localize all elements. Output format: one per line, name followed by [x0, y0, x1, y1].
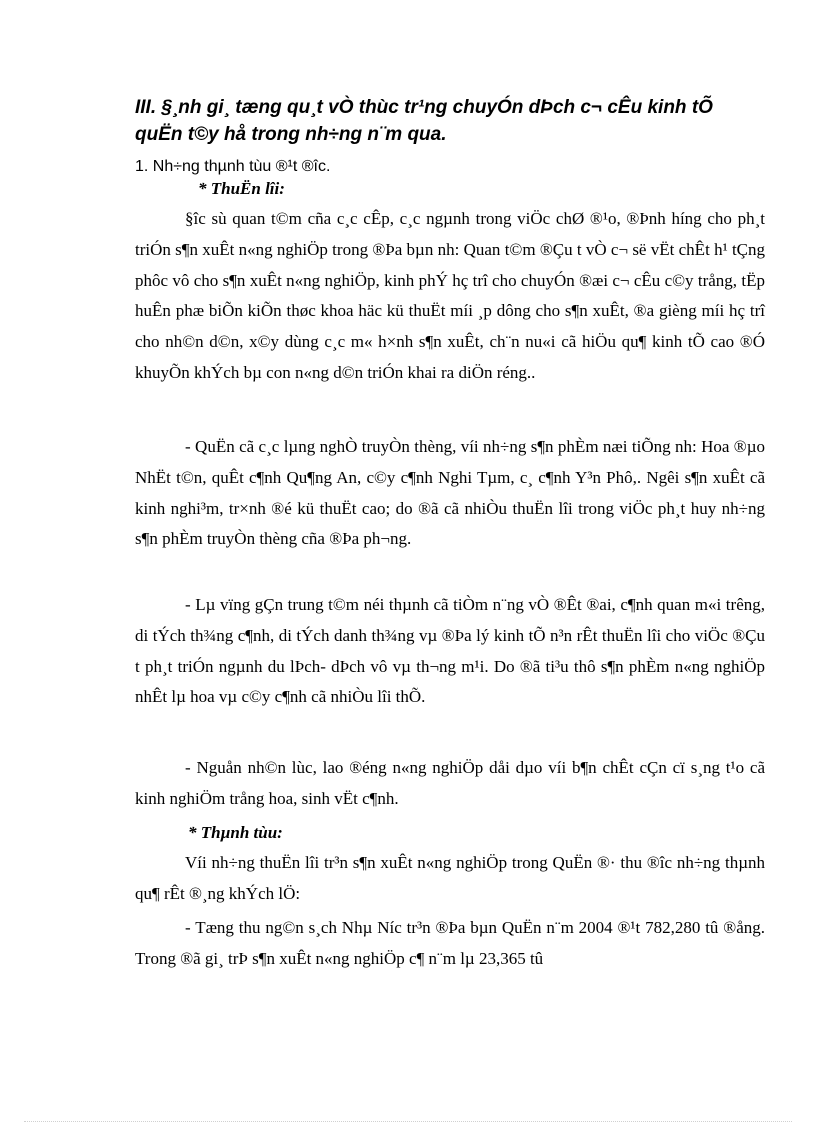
subsection-title: 1. Nh÷ng thµnh tùu ®¹t ®îc. [135, 158, 331, 175]
advantages-label: * ThuËn lîi: [198, 179, 285, 198]
page-bottom-divider [24, 1121, 792, 1122]
paragraph-budget: - Tæng thu ng©n s¸ch Nhµ Níc tr³n ®Þa bµn QuËn n¨m 2004 ®¹t 782,280 tû ®ång. Trong ®ã gi¸ trÞ s¶n xuÊt n«ng nghiÖp c¶ n¨m lµ 23,365 tû [135, 918, 765, 968]
achievements-label: * Thµnh tùu: [188, 823, 283, 842]
paragraph-achievements-intro: Víi nh÷ng thuËn lîi tr³n s¶n xuÊt n«ng nghiÖp trong QuËn ®· thu ®îc nh÷ng thµnh qu¶ rÊt ®¸ng khÝch lÖ: [135, 853, 765, 903]
section-heading: III. §¸nh gi¸ tæng qu¸t vÒ thùc tr¹ng chuyÓn dÞch c¬ cÊu kinh tÕ quËn t©y hå trong nh÷ng n¨m qua. [135, 97, 713, 145]
paragraph-location: - Lµ vïng gÇn trung t©m néi thµnh cã tiÒm n¨ng vÒ ®Êt ®ai, c¶nh quan m«i trêng, di tÝch th¾ng c¶nh, di tÝch danh th¾ng vµ ®Þa lý kinh tÕ n³n rÊt thuËn lîi cho viÖc ®Çu t ph¸t triÓn ngµnh du lÞch- dÞch vô vµ th¬ng m¹i. Do ®ã ti³u thô s¶n phÈm n«ng nghiÖp nhÊt lµ hoa vµ c©y c¶nh cã nhiÒu lîi thÕ. [135, 595, 765, 707]
paragraph-craft-villages: - QuËn cã c¸c lµng nghÒ truyÒn thèng, víi nh÷ng s¶n phÈm næi tiÕng nh: Hoa ®µo NhËt t©n, quÊt c¶nh Qu¶ng An, c©y c¶nh Nghi Tµm, c¸ c¶nh Y³n Phô,. Ngêi s¶n xuÊt cã kinh nghi³m, tr×nh ®é kü thuËt cao; do ®ã cã nhiÒu thuËn lîi trong viÖc ph¸t huy nh÷ng s¶n phÈm truyÒn thèng cña ®Þa ph¬ng. [135, 437, 765, 549]
paragraph-advantages-intro: §îc sù quan t©m cña c¸c cÊp, c¸c ngµnh trong viÖc chØ ®¹o, ®Þnh híng cho ph¸t triÓn s¶n xuÊt n«ng nghiÖp trong ®Þa bµn nh: Quan t©m ®Çu t vÒ c¬ së vËt chÊt h¹ tÇng phôc vô cho s¶n xuÊt n«ng nghiÖp, kinh phÝ hç trî cho chuyÓn ®æi c¬ cÊu c©y trång, tËp huÊn phæ biÕn kiÕn thøc khoa häc kü thuËt míi ¸p dông cho s¶n xuÊt, ®a gièng míi hç trî cho nh©n d©n, x©y dùng c¸c m« h×nh s¶n xuÊt, ch¨n nu«i cã hiÖu qu¶ kinh tÕ cao ®Ó khuyÕn khÝch bµ con n«ng d©n triÓn khai ra diÖn réng.. [135, 209, 765, 382]
paragraph-labour: - Nguån nh©n lùc, lao ®éng n«ng nghiÖp dåi dµo víi b¶n chÊt cÇn cï s¸ng t¹o cã kinh nghiÖm trång hoa, sinh vËt c¶nh. [135, 758, 765, 808]
